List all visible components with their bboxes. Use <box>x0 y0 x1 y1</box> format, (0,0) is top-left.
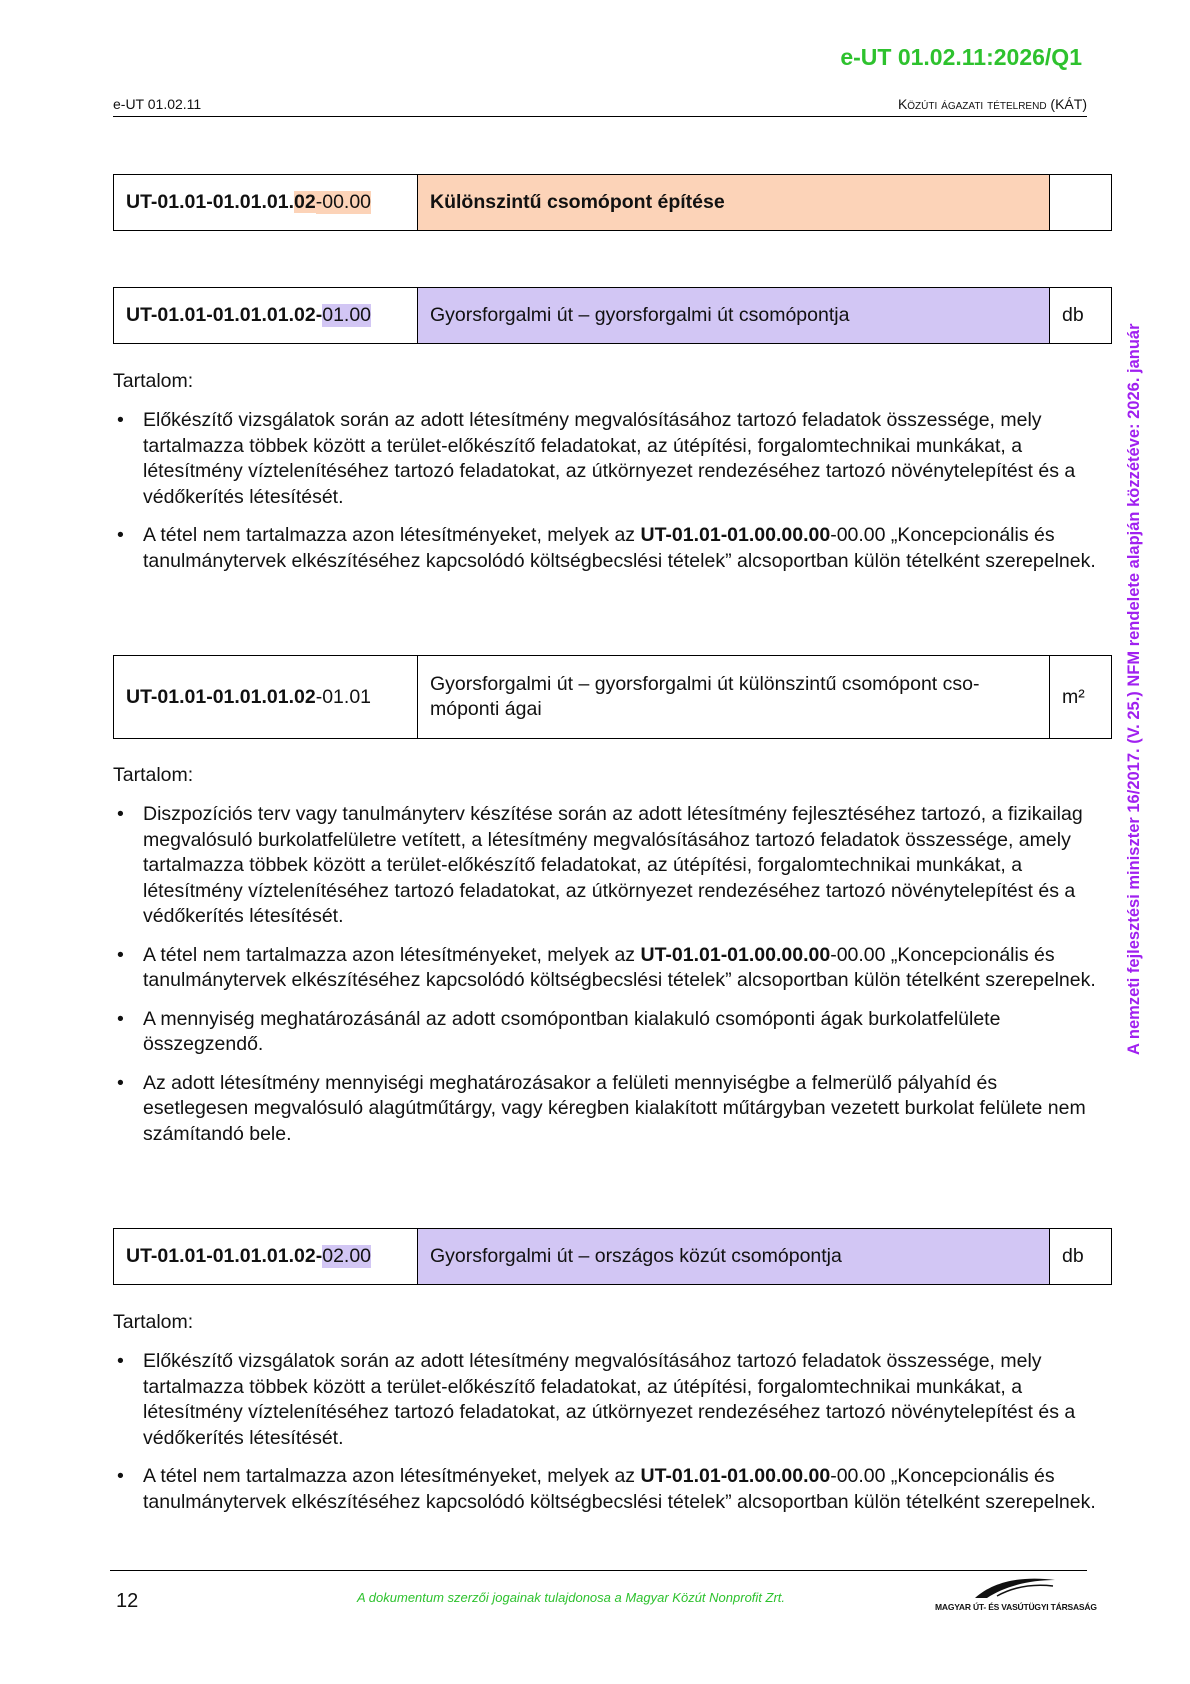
content-list <box>113 802 1103 1160</box>
item-title: Gyorsforgalmi út – gyorsforgalmi út különszintű csomópont cso-móponti ágai <box>430 673 980 720</box>
item-code: UT-01.01-01.01.01.02- 01.00 <box>114 288 418 343</box>
copyright-note: A dokumentum szerzői jogainak tulajdonosa a Magyar Közút Nonprofit Zrt. <box>357 1590 786 1605</box>
logo-text: MAGYAR ÚT- ÉS VASÚTÜGYI TÁRSASÁG <box>935 1602 1097 1612</box>
content-label: Tartalom: <box>113 764 194 786</box>
list-item: • A tétel nem tartalmazza azon létesítményeket, melyek az UT-01.01-01.00.00.00-00.00 „Koncepcionális és tanulmánytervek elkészítéséhez kapcsolódó költségbecslési tételek” alcsoportban külön tételként szerepelnek. <box>113 523 1103 574</box>
item-header-1 <box>113 287 1112 344</box>
content-label: Tartalom: <box>113 370 194 392</box>
list-item: • A tétel nem tartalmazza azon létesítményeket, melyek az UT-01.01-01.00.00.00-00.00 „Koncepcionális és tanulmánytervek elkészítéséhez kapcsolódó költségbecslési tételek” alcsoportban külön tételként szerepelnek. <box>113 943 1103 994</box>
list-item: • A mennyiség meghatározásánál az adott csomópontban kialakuló csomóponti ágak burkolatfelülete összegzendő. <box>113 1007 1103 1058</box>
publisher-logo <box>935 1572 1097 1612</box>
item-code: UT-01.01-01.01.01.02 -00.00 <box>114 175 418 230</box>
list-item: • A tétel nem tartalmazza azon létesítményeket, melyek az UT-01.01-01.00.00.00-00.00 „Koncepcionális és tanulmánytervek elkészítéséhez kapcsolódó költségbecslési tételek” alcsoportban külön tételként szerepelnek. <box>113 1464 1103 1515</box>
document-stamp: e-UT 01.02.11:2026/Q1 <box>840 44 1082 70</box>
content-label: Tartalom: <box>113 1311 194 1333</box>
item-unit: db <box>1049 1229 1111 1284</box>
item-unit: m² <box>1049 656 1111 738</box>
item-code: UT-01.01-01.01.01.02- 02.00 <box>114 1229 418 1284</box>
rail-swoosh-icon <box>935 1572 1085 1600</box>
page-number: 12 <box>116 1590 139 1612</box>
header-doc-id: e-UT 01.02.11 <box>113 96 202 112</box>
content-list <box>113 408 1103 587</box>
item-header-3 <box>113 1228 1112 1285</box>
list-item: • Diszpozíciós terv vagy tanulmányterv készítése során az adott létesítmény fejlesztéséhez tartozó, a fizikailag megvalósuló burkolatfelületre vetített, a létesítmény megvalósításához tartozó feladatok összessége, amely tartalmazza többek között a terület-előkészítő feladatokat, az útépítési, forgalomtechnikai munkákat, a létesítmény víztelenítéséhez tartozó feladatokat, az útkörnyezet rendezéséhez tartozó növénytelepítést és a védőkerítés létesítését. <box>113 802 1103 930</box>
list-item: • Előkészítő vizsgálatok során az adott létesítmény megvalósításához tartozó feladatok összessége, mely tartalmazza többek között a terület-előkészítő feladatokat, az útépítési, forgalomtechnikai munkákat, a létesítmény víztelenítéséhez tartozó feladatokat, az útkörnyezet rendezéséhez tartozó növénytelepítést és a védőkerítés létesítését. <box>113 408 1103 510</box>
item-title: Gyorsforgalmi út – országos közút csomópontja <box>418 1229 1049 1284</box>
item-title: Különszintű csomópont építése <box>418 175 1049 230</box>
side-publication-note: A nemzeti fejlesztési miniszter 16/2017. (V. 25.) NFM rendelete alapján közzétéve: 2026. január <box>1125 323 1143 1055</box>
item-header-group <box>113 174 1112 231</box>
list-item: • Előkészítő vizsgálatok során az adott létesítmény megvalósításához tartozó feladatok összessége, mely tartalmazza többek között a terület-előkészítő feladatokat, az útépítési, forgalomtechnikai munkákat, a létesítmény víztelenítéséhez tartozó feladatokat, az útkörnyezet rendezéséhez tartozó növénytelepítést és a védőkerítés létesítését. <box>113 1349 1103 1451</box>
page-header <box>113 96 1087 117</box>
item-unit <box>1049 175 1111 230</box>
list-item: • Az adott létesítmény mennyiségi meghatározásakor a felületi mennyiségbe a felmerülő pályahíd és esetlegesen megvalósuló alagútműtárgy, vagy kéregben kialakított műtárgyban vezetett burkolat felülete nem számítandó bele. <box>113 1071 1103 1148</box>
item-unit: db <box>1049 288 1111 343</box>
header-doc-title: Közúti ágazati tételrend (KÁT) <box>897 96 1087 112</box>
item-title: Gyorsforgalmi út – gyorsforgalmi út csomópontja <box>418 288 1049 343</box>
content-list <box>113 1349 1103 1528</box>
footer-divider <box>110 1570 1087 1571</box>
item-header-2 <box>113 655 1112 739</box>
item-code: UT-01.01-01.01.01.02 -01.01 <box>114 656 418 738</box>
